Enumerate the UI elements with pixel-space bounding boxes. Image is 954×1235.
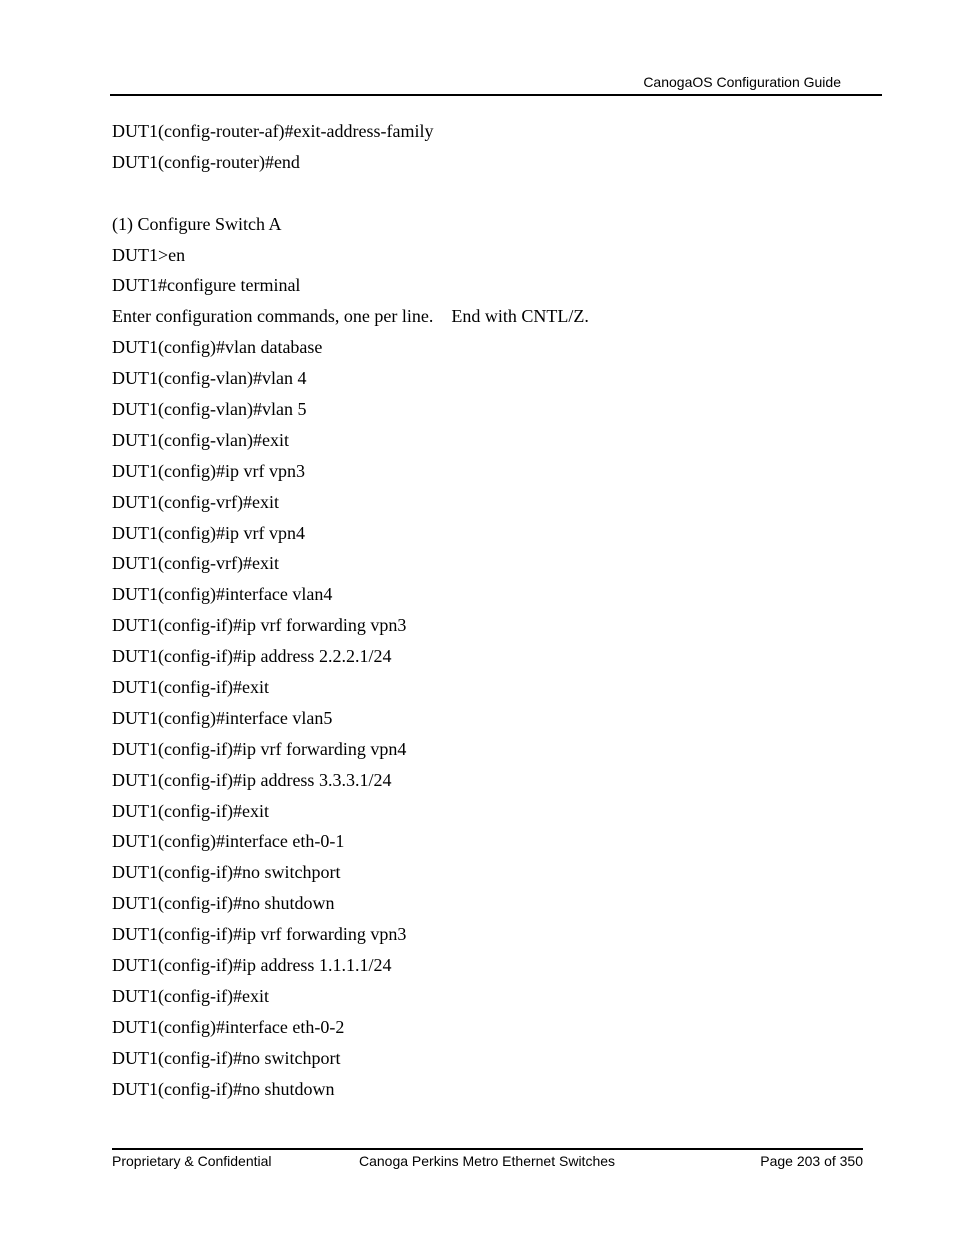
config-line: DUT1(config)#interface eth-0-1 <box>112 831 345 852</box>
config-line: DUT1(config)#vlan database <box>112 337 323 358</box>
config-line: DUT1(config-vlan)#vlan 5 <box>112 399 307 420</box>
config-line: DUT1(config-if)#ip address 3.3.3.1/24 <box>112 769 392 790</box>
config-line: DUT1(config-if)#exit <box>112 800 269 821</box>
config-line: Enter configuration commands, one per line. End with CNTL/Z. <box>112 306 589 327</box>
config-line: DUT1#configure terminal <box>112 275 301 296</box>
config-line: DUT1(config-vlan)#exit <box>112 429 289 450</box>
config-line: DUT1(config-vrf)#exit <box>112 553 279 574</box>
footer-product-line: Canoga Perkins Metro Ethernet Switches <box>359 1153 616 1169</box>
config-line: DUT1(config-if)#ip address 2.2.2.1/24 <box>112 646 392 667</box>
config-line: DUT1(config-if)#no shutdown <box>112 893 335 914</box>
config-line: DUT1(config-vrf)#exit <box>112 491 279 512</box>
running-header-title: CanogaOS Configuration Guide <box>643 74 841 90</box>
config-line: DUT1(config-if)#ip vrf forwarding vpn3 <box>112 615 407 636</box>
footer-page-number: Page 203 of 350 <box>760 1153 863 1169</box>
config-line: DUT1(config-if)#no shutdown <box>112 1078 335 1099</box>
config-line: DUT1(config-if)#ip vrf forwarding vpn4 <box>112 738 407 759</box>
config-line: DUT1(config-router-af)#exit-address-family <box>112 121 434 141</box>
config-line: DUT1>en <box>112 244 186 265</box>
header-rule <box>110 94 882 96</box>
config-line: DUT1(config)#interface vlan5 <box>112 707 333 728</box>
config-line: DUT1(config-if)#exit <box>112 985 269 1006</box>
config-line: DUT1(config-router)#end <box>112 151 300 172</box>
config-line: DUT1(config-vlan)#vlan 4 <box>112 368 307 389</box>
footer-confidentiality: Proprietary & Confidential <box>112 1153 272 1169</box>
config-line: DUT1(config-if)#ip address 1.1.1.1/24 <box>112 955 392 976</box>
config-line: DUT1(config)#interface vlan4 <box>112 584 333 605</box>
footer-rule <box>112 1148 863 1150</box>
config-line: DUT1(config)#ip vrf vpn3 <box>112 460 305 481</box>
config-line: DUT1(config)#interface eth-0-2 <box>112 1016 345 1037</box>
config-line: DUT1(config-if)#exit <box>112 677 269 698</box>
config-line: DUT1(config-if)#ip vrf forwarding vpn3 <box>112 924 407 945</box>
section-heading: (1) Configure Switch A <box>112 213 282 234</box>
config-line: DUT1(config-if)#no switchport <box>112 1047 341 1068</box>
blank-line <box>112 178 589 209</box>
config-listing <box>112 116 589 1105</box>
config-line: DUT1(config-if)#no switchport <box>112 862 341 883</box>
config-line: DUT1(config)#ip vrf vpn4 <box>112 522 305 543</box>
